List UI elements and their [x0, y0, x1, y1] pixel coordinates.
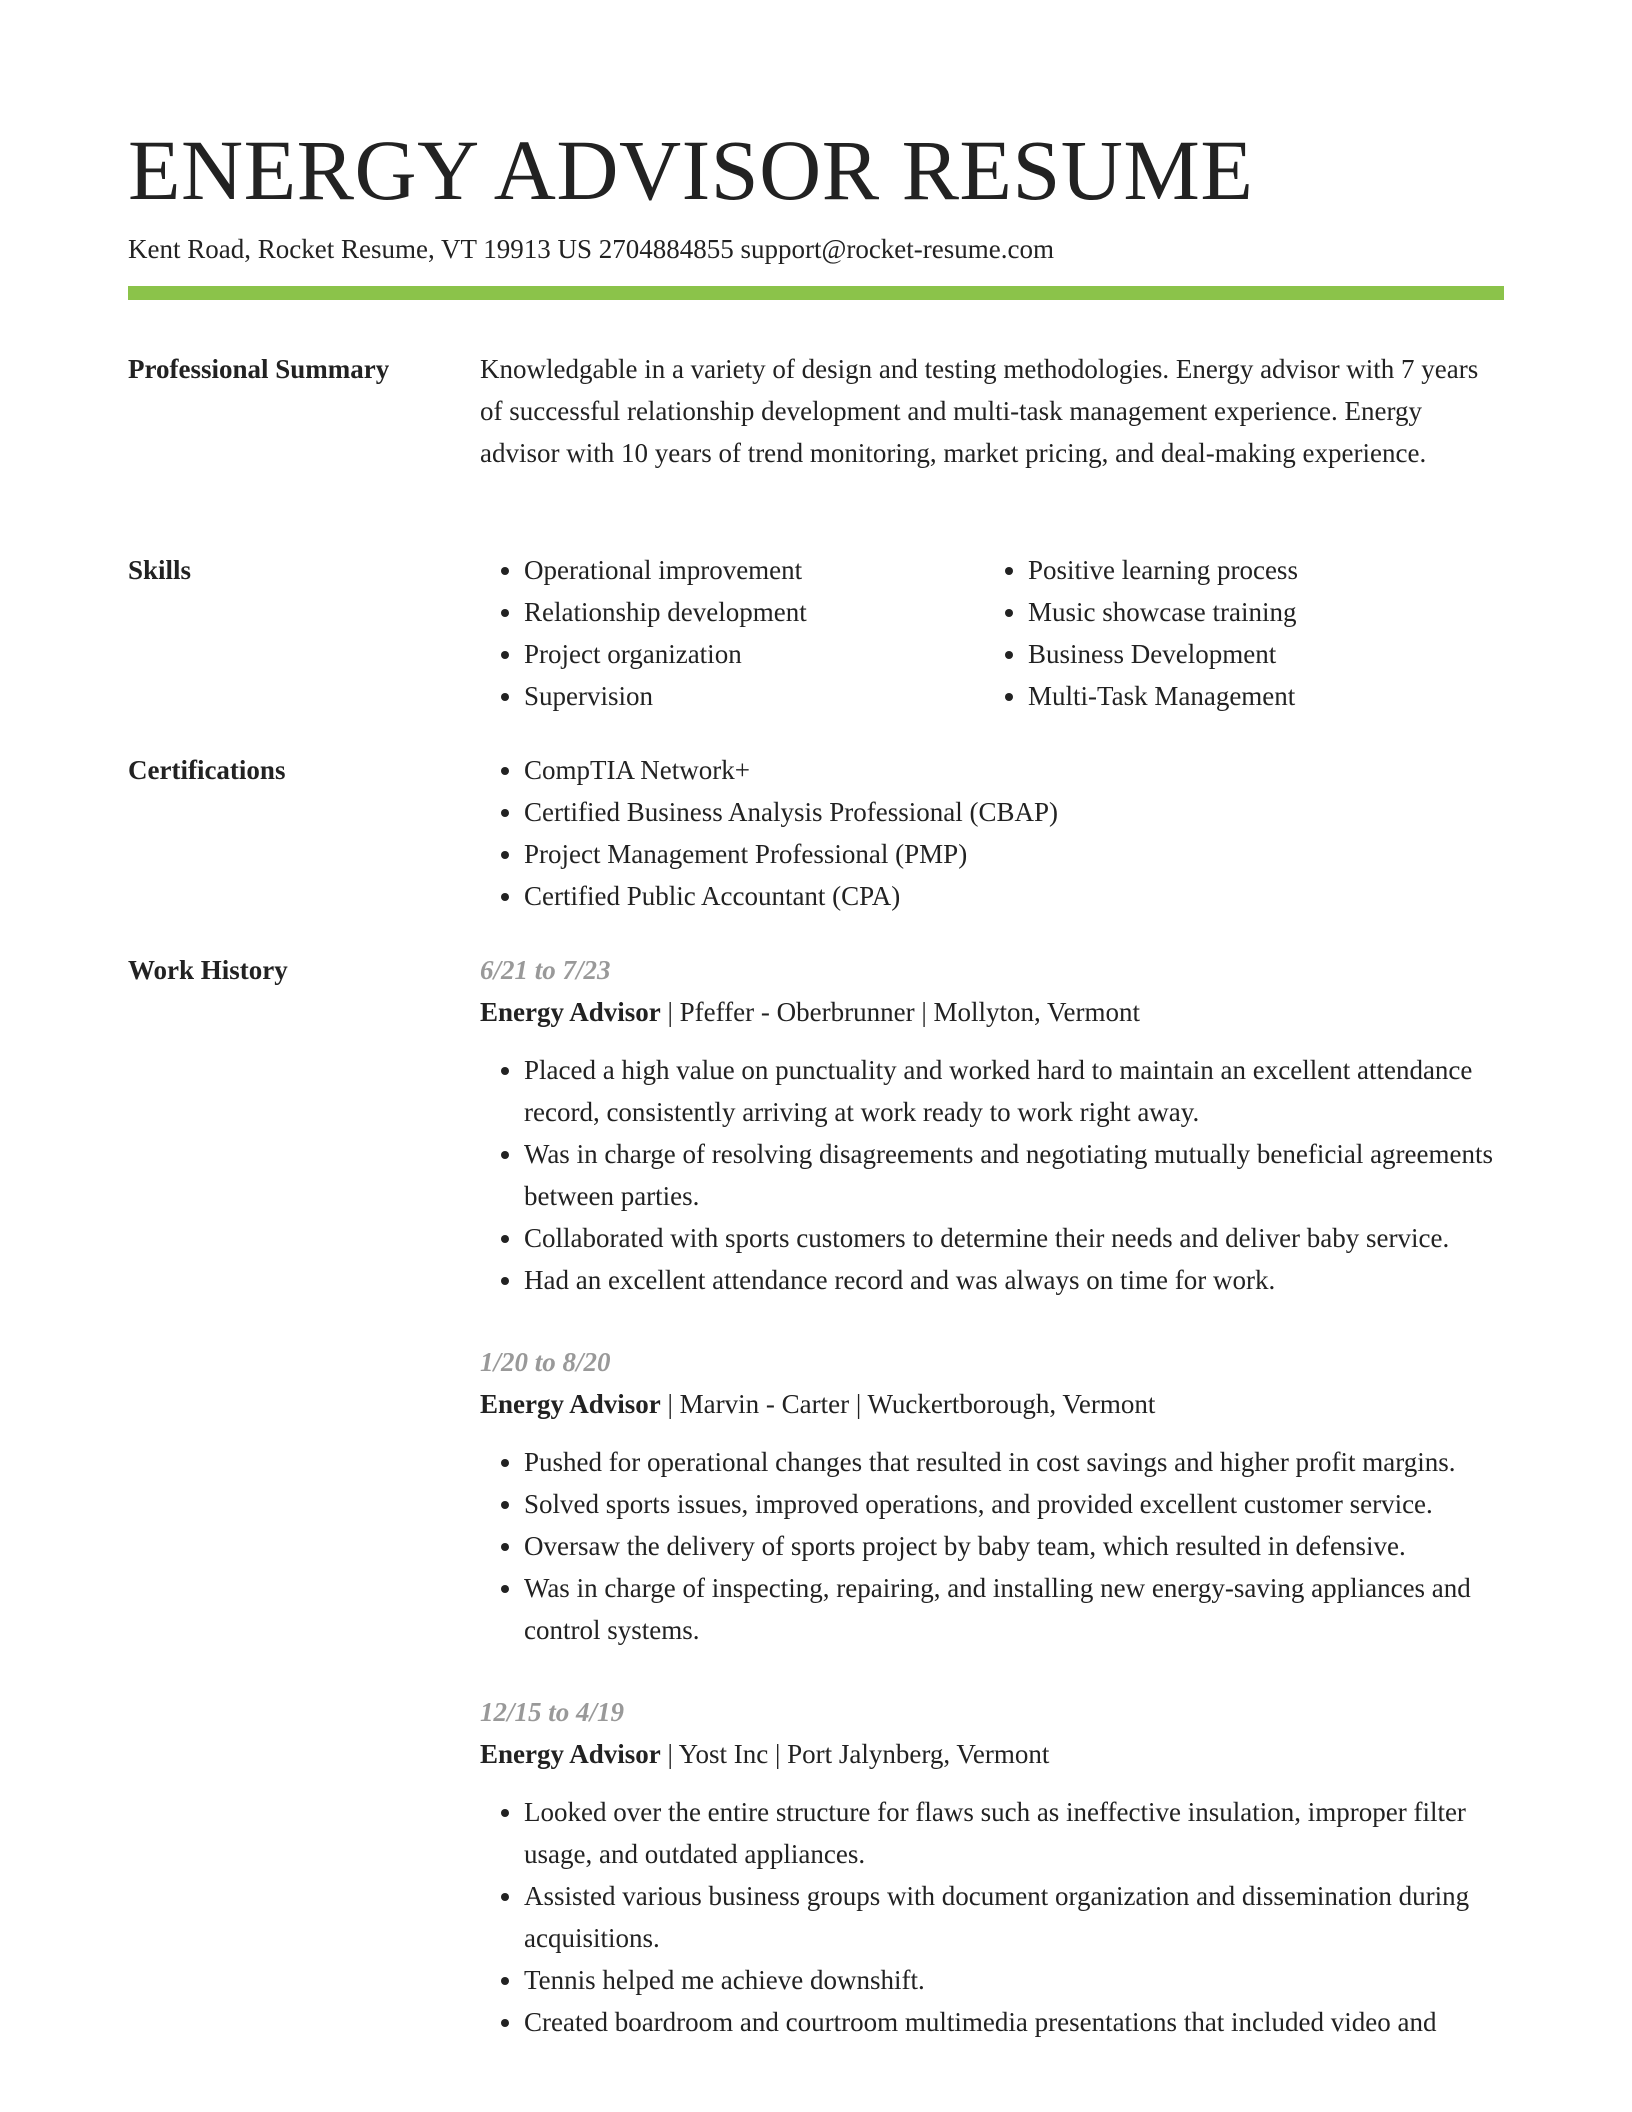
contact-info: Kent Road, Rocket Resume, VT 19913 US 2704884855 support@rocket-resume.com: [128, 234, 1054, 264]
summary-text: Knowledgable in a variety of design and testing methodologies. Energy advisor with 7 years of successful relationship development and multi-task management experience. Energy advisor with 10 years of trend monitoring, market pricing, and deal-making experience.: [480, 354, 1479, 468]
certifications-label: Certifications: [128, 755, 286, 785]
skill-item: • Supervision: [524, 675, 984, 717]
job-heading: [480, 1733, 1504, 1775]
certifications-list: [480, 749, 1504, 917]
resume-title: ENERGY ADVISOR RESUME: [128, 122, 1254, 218]
job-bullet: • Was in charge of inspecting, repairing, and installing new energy-saving appliances and control systems.: [524, 1567, 1504, 1651]
job-bullet: • Solved sports issues, improved operations, and provided excellent customer service.: [524, 1483, 1504, 1525]
job-dates: 12/15 to 4/19: [480, 1697, 625, 1727]
job-bullet: • Pushed for operational changes that resulted in cost savings and higher profit margins.: [524, 1441, 1504, 1483]
job-heading: [480, 991, 1504, 1033]
job-heading: [480, 1383, 1504, 1425]
job-bullets: [480, 1049, 1504, 1301]
skill-item: • Relationship development: [524, 591, 984, 633]
job-bullet: • Tennis helped me achieve downshift.: [524, 1959, 1504, 2001]
job-bullets: [480, 1441, 1504, 1651]
job-title: Energy Advisor: [480, 997, 661, 1027]
job-bullets: [480, 1791, 1504, 2043]
job-bullet: • Was in charge of resolving disagreements and negotiating mutually beneficial agreements between parties.: [524, 1133, 1504, 1217]
job-bullet: • Looked over the entire structure for flaws such as ineffective insulation, improper filter usage, and outdated appliances.: [524, 1791, 1504, 1875]
job-details: | Yost Inc | Port Jalynberg, Vermont: [660, 1739, 1050, 1769]
certification-item: • Certified Business Analysis Professional (CBAP): [524, 791, 1504, 833]
job-bullet: • Placed a high value on punctuality and worked hard to maintain an excellent attendance record, consistently arriving at work ready to work right away.: [524, 1049, 1504, 1133]
header-divider: [128, 286, 1504, 300]
work-history-label: Work History: [128, 955, 288, 985]
work-history-body: [480, 949, 1504, 2083]
job-entry: [480, 1691, 1504, 2043]
skill-item: • Business Development: [1028, 633, 1488, 675]
job-details: | Marvin - Carter | Wuckertborough, Vermont: [660, 1389, 1156, 1419]
job-bullet: • Oversaw the delivery of sports project by baby team, which resulted in defensive.: [524, 1525, 1504, 1567]
job-dates: 6/21 to 7/23: [480, 955, 611, 985]
summary-label: Professional Summary: [128, 354, 390, 384]
job-bullet: • Created boardroom and courtroom multimedia presentations that included video and: [524, 2001, 1504, 2043]
certification-item: • Certified Public Accountant (CPA): [524, 875, 1504, 917]
summary-body: [480, 348, 1504, 474]
certification-item: • Project Management Professional (PMP): [524, 833, 1504, 875]
skills-body: [480, 549, 1504, 717]
skill-item: • Operational improvement: [524, 549, 984, 591]
certification-item: • CompTIA Network+: [524, 749, 1504, 791]
skills-list-left: [480, 549, 984, 717]
certifications-body: [480, 749, 1504, 917]
skill-item: • Project organization: [524, 633, 984, 675]
skills-list-right: [984, 549, 1488, 717]
skill-item: • Positive learning process: [1028, 549, 1488, 591]
job-bullet: • Collaborated with sports customers to determine their needs and deliver baby service.: [524, 1217, 1504, 1259]
skill-item: • Multi-Task Management: [1028, 675, 1488, 717]
job-title: Energy Advisor: [480, 1389, 661, 1419]
skills-label: Skills: [128, 555, 192, 585]
job-bullet: • Assisted various business groups with document organization and dissemination during acquisitions.: [524, 1875, 1504, 1959]
job-dates: 1/20 to 8/20: [480, 1347, 611, 1377]
job-details: | Pfeffer - Oberbrunner | Mollyton, Vermont: [660, 997, 1140, 1027]
job-entry: [480, 949, 1504, 1301]
job-title: Energy Advisor: [480, 1739, 661, 1769]
job-bullet: • Had an excellent attendance record and was always on time for work.: [524, 1259, 1504, 1301]
skill-item: • Music showcase training: [1028, 591, 1488, 633]
job-entry: [480, 1341, 1504, 1651]
